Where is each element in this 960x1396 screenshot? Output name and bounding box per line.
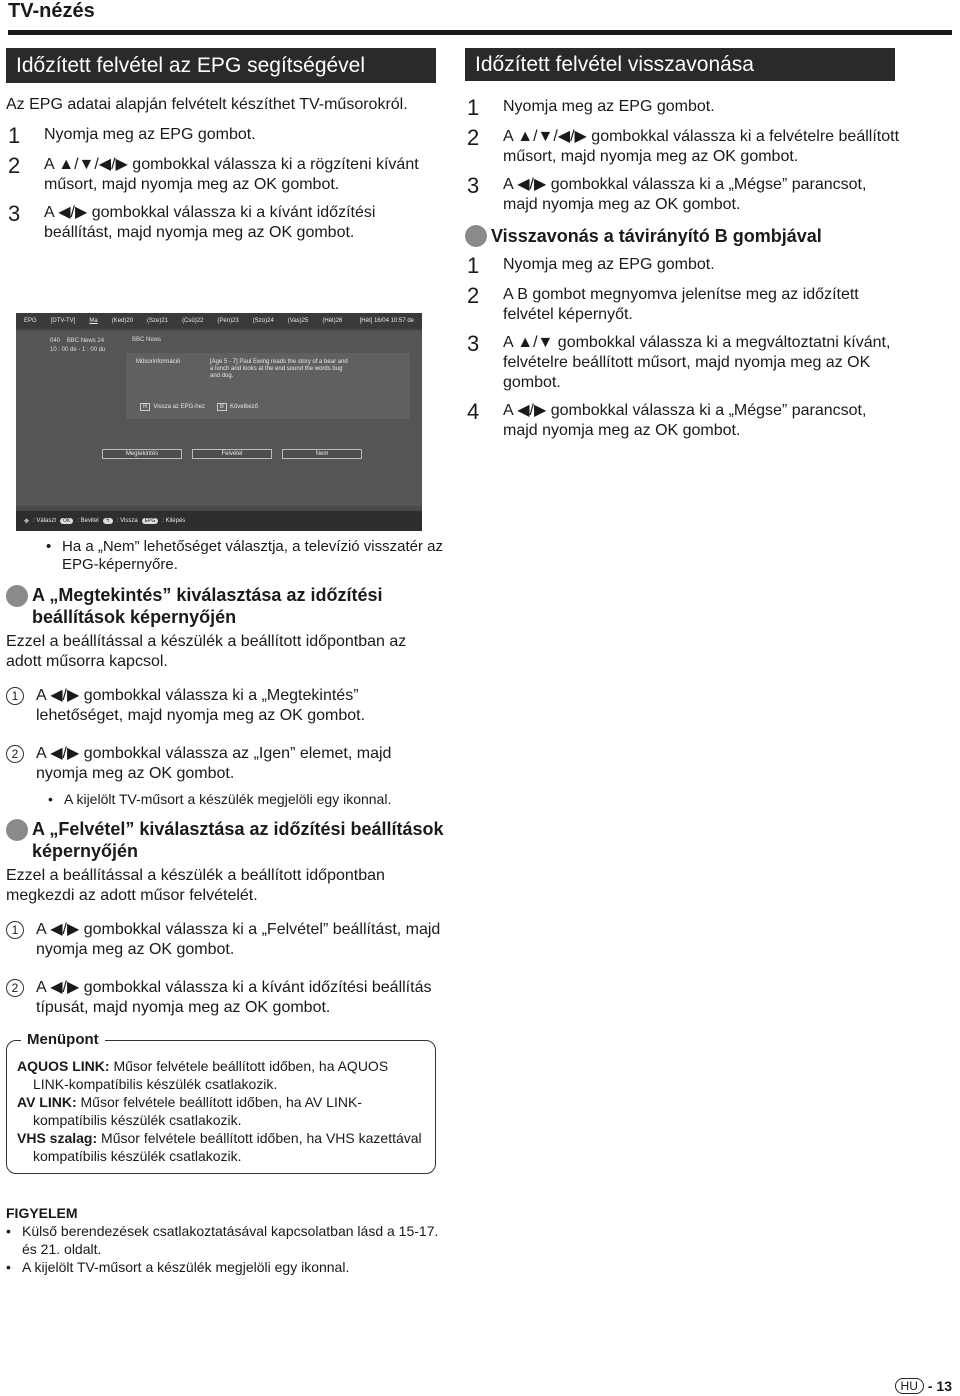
epg-back-hint [140, 403, 205, 411]
step [465, 333, 905, 393]
ok-key-icon: OK [60, 518, 73, 524]
step [465, 175, 905, 215]
step-number: 2 [6, 979, 24, 997]
note-text: A kijelölt TV-műsort a készülék megjelöli egy ikonnal. [64, 791, 392, 807]
bullet-icon: • [6, 1223, 11, 1239]
caution-text: Külső berendezések csatlakoztatásával kapcsolatban lásd a 15-17. és 21. oldalt. [22, 1223, 439, 1257]
epg-timer-buttons [102, 449, 362, 459]
subheading-text: A „Felvétel” kiválasztása az időzítési beállítások képernyőjén [32, 819, 444, 861]
bullet-icon: • [48, 791, 53, 807]
step-text: A ◀/▶ gombokkal válassza ki a kívánt időzítési beállítást, majd nyomja meg az OK gombot. [44, 204, 376, 242]
back-hint: : Vissza [116, 518, 138, 524]
step-number: 1 [8, 123, 21, 149]
epg-info-text: [Age 5 - 7] Paul Ewing reads the story of a bear and a lunch and looks at the end sound the words bug and dog. [210, 359, 348, 379]
section-dot-icon [6, 585, 28, 607]
menu-option-term: AQUOS LINK: [17, 1058, 110, 1074]
step-text: A ◀/▶ gombokkal válassza ki a „Megtekintés” lehetőséget, majd nyomja meg az OK gombot. [36, 687, 366, 724]
epg-channel-number: 040 [50, 338, 61, 344]
caution-text: A kijelölt TV-műsort a készülék megjelöli egy ikonnal. [22, 1259, 350, 1275]
epg-back-label: Vissza az EPG-hez [153, 404, 205, 410]
step [6, 203, 436, 243]
step-text: Nyomja meg az EPG gombot. [44, 126, 256, 144]
left-column [6, 48, 436, 243]
menu-option-term: AV LINK: [17, 1094, 77, 1110]
subheading-text: Visszavonás a távirányító B gombjával [491, 226, 822, 247]
step-number: 4 [467, 399, 480, 425]
lower-section [6, 538, 446, 1276]
step-text: A ◀/▶ gombokkal válassza az „Igen” elemet, majd nyomja meg az OK gombot. [36, 745, 392, 782]
note-bullet [6, 538, 446, 574]
menu-option [17, 1129, 425, 1165]
caution-item [6, 1258, 446, 1276]
step-text: Nyomja meg az EPG gombot. [503, 98, 715, 116]
step-text: Nyomja meg az EPG gombot. [503, 256, 715, 274]
language-badge: HU [895, 1378, 924, 1394]
subheading-text: A „Megtekintés” kiválasztása az időzítési beállítások képernyőjén [32, 585, 383, 627]
epg-key-hints [140, 403, 258, 411]
step [465, 255, 905, 277]
step [465, 401, 905, 441]
note-text: Ha a „Nem” lehetőséget választja, a televízió visszatér az EPG-képernyőre. [62, 538, 443, 573]
epg-footer-hints [16, 511, 422, 531]
step-number: 2 [6, 745, 24, 763]
menu-option-term: VHS szalag: [17, 1130, 98, 1146]
step-number: 3 [467, 173, 480, 199]
step-text: A B gombot megnyomva jelenítse meg az időzített felvétel képernyőt. [503, 286, 859, 324]
step-text: A ◀/▶ gombokkal válassza ki a „Mégse” parancsot, majd nyomja meg az OK gombot. [503, 402, 867, 440]
step-text: A ▲/▼ gombokkal válassza ki a megváltoztatni kívánt, felvételre beállított műsort, majd nyomja meg az OK gombot. [503, 334, 891, 392]
step-number: 3 [467, 331, 480, 357]
record-description: Ezzel a beállítással a készülék a beállított időpontban megkezdi az adott műsor felvételét. [6, 867, 385, 904]
step [465, 127, 905, 167]
epg-day: (Csü)22 [182, 318, 204, 324]
epg-screen-illustration [16, 313, 422, 531]
step-number: 1 [467, 95, 480, 121]
epg-source: [DTV-TV] [50, 318, 76, 324]
circled-step [6, 920, 446, 960]
section-title-epg-recording: Időzített felvétel az EPG segítségével [6, 48, 436, 83]
step-text: A ◀/▶ gombokkal válassza ki a „Mégse” parancsot, majd nyomja meg az OK gombot. [503, 176, 867, 214]
watch-button[interactable]: Megtekintés [102, 449, 182, 459]
step-number: 3 [8, 201, 21, 227]
epg-info-panel [126, 353, 410, 419]
record-button[interactable]: Felvétel [192, 449, 272, 459]
no-button[interactable]: Nem [282, 449, 362, 459]
step-number: 1 [6, 687, 24, 705]
epg-channel-info [50, 337, 114, 355]
menu-option [17, 1057, 425, 1093]
step [6, 125, 436, 147]
epg-next-hint [217, 403, 258, 411]
epg-day-today: Ma [89, 318, 98, 324]
circled-step [6, 686, 446, 726]
enter-hint: : Bevitel [77, 518, 99, 524]
epg-day: (Ked)20 [111, 318, 134, 324]
epg-day: (Szo)24 [252, 318, 274, 324]
section-title-cancel-recording: Időzített felvétel visszavonása [465, 48, 895, 81]
intro-text: Az EPG adatai alapján felvételt készíthet TV-műsorokról. [6, 96, 408, 114]
header-rule [8, 30, 952, 35]
page-number-text: - 13 [927, 1378, 952, 1394]
epg-label: EPG [24, 318, 37, 324]
menu-option [17, 1093, 425, 1129]
step-text: A ◀/▶ gombokkal válassza ki a kívánt időzítési beállítás típusát, majd nyomja meg az OK gombot. [36, 979, 432, 1016]
watch-description: Ezzel a beállítással a készülék a beállított időpontban az adott műsorra kapcsol. [6, 633, 407, 670]
bullet-icon: • [46, 538, 52, 555]
subheading-watch [6, 584, 446, 628]
subheading-record [6, 818, 446, 862]
caution-item [6, 1222, 446, 1258]
epg-day: (Sze)21 [147, 318, 169, 324]
b-key-icon: B [217, 403, 227, 411]
step [465, 285, 905, 325]
step-number: 2 [467, 283, 480, 309]
r-key-icon: R [140, 403, 150, 411]
step-number: 2 [8, 153, 21, 179]
menu-option-text: Műsor felvétele beállított időben, ha AQUOS LINK-kompatíbilis készülék csatlakozik. [33, 1058, 389, 1092]
menu-option-text: Műsor felvétele beállított időben, ha AV LINK-kompatíbilis készülék csatlakozik. [33, 1094, 362, 1128]
bullet-icon: • [6, 1259, 11, 1275]
epg-key-icon: EPG [142, 518, 159, 524]
menu-option-text: Műsor felvétele beállított időben, ha VHS kazettával kompatíbilis készülék csatlakozik. [33, 1130, 422, 1164]
epg-program-name: BBC News [132, 337, 162, 343]
epg-main-area [16, 331, 422, 506]
select-hint: : Választ [33, 518, 57, 524]
circled-step [6, 744, 446, 784]
epg-day: (Pén)23 [217, 318, 239, 324]
exit-hint: : Kilépés [162, 518, 186, 524]
page-header-title: TV-nézés [8, 0, 95, 22]
caution-block [6, 1204, 446, 1276]
circled-step [6, 978, 446, 1018]
step-text: A ▲/▼/◀/▶ gombokkal válassza ki a felvételre beállított műsort, majd nyomja meg az OK gombot. [503, 128, 900, 166]
step-number: 1 [467, 253, 480, 279]
step-number: 2 [467, 125, 480, 151]
step [465, 97, 905, 119]
cursor-arrows-icon: ✥ [24, 518, 30, 525]
caution-title: FIGYELEM [6, 1205, 78, 1221]
section-dot-icon [6, 819, 28, 841]
step-number: 1 [6, 921, 24, 939]
right-column [465, 48, 905, 441]
subheading-cancel-b-button [465, 225, 905, 247]
menu-box-title: Menüpont [21, 1031, 105, 1048]
step [6, 155, 436, 195]
epg-channel-name: BBC News 24 [66, 338, 105, 344]
note-bullet [6, 790, 446, 808]
section-dot-icon [465, 225, 487, 247]
epg-day: (Vas)25 [287, 318, 309, 324]
page-number [895, 1378, 952, 1394]
return-key-icon: ↰ [103, 518, 113, 524]
epg-clock: [Hét] 16/04 10:57 de [359, 318, 414, 324]
epg-day: (Hét)26 [322, 318, 343, 324]
epg-next-label: Következő [229, 404, 258, 410]
epg-info-label: Műsorinformáció [136, 359, 181, 365]
epg-time: 10 : 00 de - 1 : 00 du [50, 347, 106, 353]
step-text: A ▲/▼/◀/▶ gombokkal válassza ki a rögzíteni kívánt műsort, majd nyomja meg az OK gombot. [44, 156, 419, 194]
menu-options-box [6, 1031, 436, 1174]
step-text: A ◀/▶ gombokkal válassza ki a „Felvétel” beállítást, majd nyomja meg az OK gombot. [36, 921, 441, 958]
epg-date-bar [16, 313, 422, 329]
